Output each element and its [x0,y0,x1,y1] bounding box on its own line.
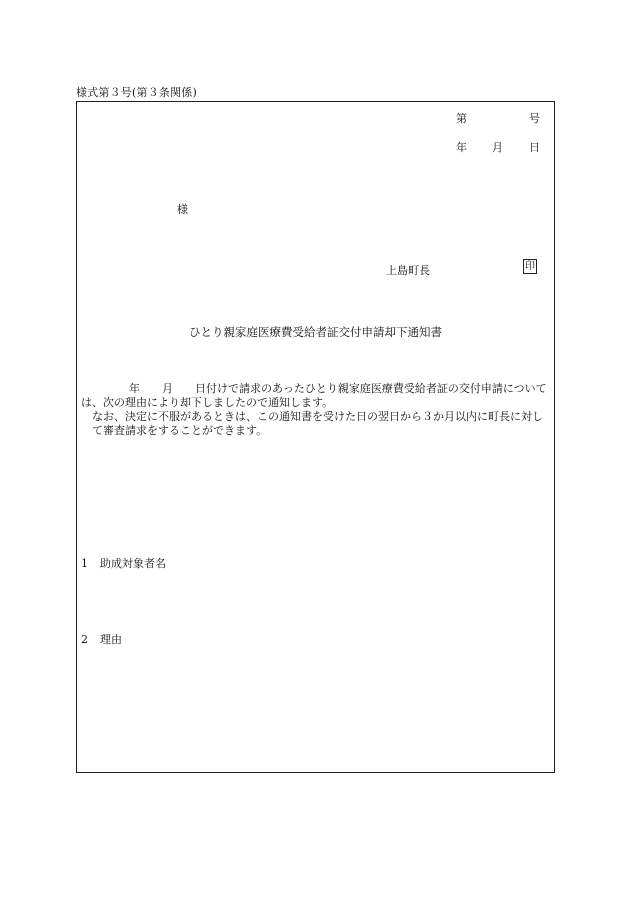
document-number-prefix: 第 [456,112,467,125]
item-subject-name [81,555,166,571]
date-month-label: 月 [492,141,503,154]
notice-paragraph-2: なお、決定に不服があるときは、この通知書を受けた日の翌日から３か月以内に町長に対して審査請求をすることができます。 [92,410,543,437]
item-label: 助成対象者名 [100,557,166,570]
form-number: 様式第３号(第３条関係) [76,86,197,99]
notice-paragraph-1-text: 日付けで請求のあったひとり親家庭医療費受給者証の交付申請については、次の理由により却下しましたので通知します。 [81,382,547,409]
notice-body [81,382,553,438]
item-label: 理由 [100,633,122,646]
document-title: ひとり親家庭医療費受給者証交付申請却下通知書 [189,325,442,339]
date-day-label: 日 [529,141,540,154]
date-year-label: 年 [456,141,467,154]
document-number-suffix: 号 [529,112,540,125]
notice-paragraph-1 [81,382,553,410]
body-month-label: 月 [162,382,173,395]
item-number: 2 [81,633,88,646]
item-reason [81,631,122,647]
issuer-name: 上島町長 [386,264,430,277]
seal-stamp: 印 [525,261,535,272]
item-number: 1 [81,557,88,570]
addressee-suffix: 様 [177,203,188,216]
body-year-label: 年 [129,382,140,395]
